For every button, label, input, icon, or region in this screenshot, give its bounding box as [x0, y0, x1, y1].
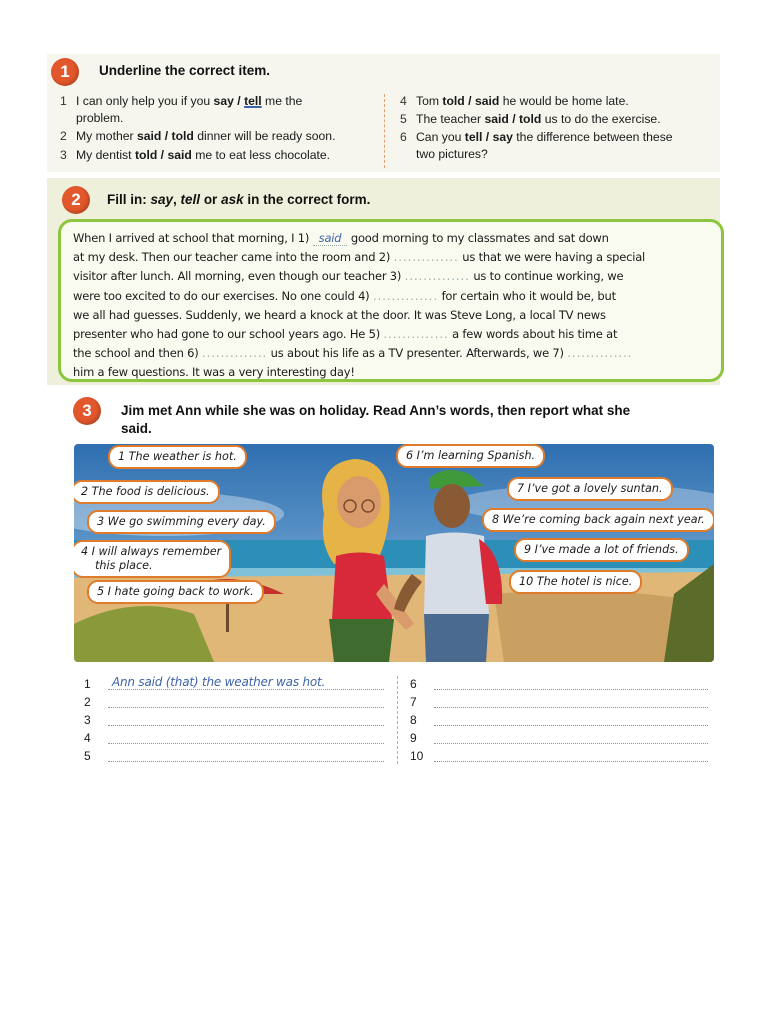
answer-line[interactable]: [434, 713, 708, 726]
fill-in-line: [73, 287, 616, 306]
answer-row: [84, 747, 106, 765]
heading-text: or: [200, 192, 222, 207]
heading-text: ,: [173, 192, 181, 207]
exercise-1-item: [60, 147, 330, 164]
row-number: 8: [410, 713, 417, 727]
line-text: good morning to my classmates and sat down: [347, 231, 609, 245]
option-separator: /: [464, 94, 475, 108]
row-number: 7: [410, 695, 417, 709]
fill-in-line: [73, 248, 645, 267]
line-text: for certain who it would be, but: [438, 288, 616, 303]
exercise-3-heading: [121, 402, 711, 438]
answer-row: [84, 675, 106, 693]
row-number: 6: [410, 677, 417, 691]
heading-text: in the correct form.: [243, 192, 371, 207]
answer-example: Ann said (that) the weather was hot.: [112, 675, 326, 689]
row-number: 1: [84, 677, 91, 691]
option-a[interactable]: said: [136, 129, 162, 143]
bubble-4-line-2: this place.: [95, 559, 153, 572]
item-text: me the: [261, 94, 303, 108]
option-separator: /: [157, 148, 168, 162]
option-separator: /: [161, 129, 172, 143]
speech-bubble-9: 9 I’ve made a lot of friends.: [514, 538, 689, 562]
item-number: 1: [60, 94, 67, 108]
fill-in-line: [73, 267, 623, 286]
blank-field[interactable]: ..............: [202, 346, 268, 361]
option-b[interactable]: said: [167, 148, 192, 162]
exercise-3-number: 3: [73, 397, 101, 425]
heading-word-say: say: [150, 192, 174, 207]
heading-line-1: Jim met Ann while she was on holiday. Read Ann’s words, then report what she: [121, 403, 631, 418]
answer-row: [410, 729, 432, 747]
item-text: Tom: [416, 94, 443, 108]
item-number: 4: [400, 94, 407, 108]
exercise-1-item: [400, 111, 661, 128]
line-text: were too excited to do our exercises. No one could 4): [73, 288, 373, 303]
option-separator: /: [233, 94, 245, 108]
item-text: My mother: [76, 129, 137, 143]
item-text: The teacher: [416, 112, 485, 126]
blank-field[interactable]: ..............: [393, 250, 459, 265]
heading-word-tell: tell: [180, 192, 201, 207]
line-text: When I arrived at school that morning, I 1): [73, 231, 313, 245]
option-a[interactable]: told: [442, 94, 465, 108]
item-continuation: two pictures?: [416, 147, 488, 161]
answer-row: [410, 711, 432, 729]
answer-line[interactable]: [108, 677, 384, 690]
speech-bubble-6: 6 I’m learning Spanish.: [396, 444, 545, 468]
line-text: the school and then 6): [73, 346, 203, 361]
answer-line[interactable]: [108, 731, 384, 744]
answer-line[interactable]: [434, 749, 708, 762]
line-text: us to continue working, we: [469, 269, 624, 284]
item-text: My dentist: [76, 148, 135, 162]
speech-bubble-2: 2 The food is delicious.: [74, 480, 220, 504]
speech-bubble-3: 3 We go swimming every day.: [87, 510, 276, 534]
answer-line[interactable]: [434, 677, 708, 690]
fill-in-line: [73, 229, 609, 248]
line-text: visitor after lunch. All morning, even though our teacher 3): [73, 269, 405, 284]
item-text: dinner will be ready soon.: [193, 129, 336, 143]
exercise-1-heading: Underline the correct item.: [99, 63, 271, 78]
option-a[interactable]: say: [213, 94, 234, 108]
answer-line[interactable]: [434, 731, 708, 744]
row-number: 10: [410, 749, 424, 763]
answer-row: [410, 675, 432, 693]
option-a[interactable]: tell: [464, 130, 483, 144]
item-text: he would be home late.: [499, 94, 629, 108]
bubble-4-line-1: 4 I will always remember: [81, 545, 222, 558]
beach-illustration: [74, 444, 714, 662]
speech-bubble-10: 10 The hotel is nice.: [509, 570, 642, 594]
speech-bubble-4: [74, 540, 231, 578]
item-number: 2: [60, 129, 67, 143]
answer-line[interactable]: [108, 749, 384, 762]
answer-column-divider: [397, 676, 398, 764]
item-number: 6: [400, 130, 407, 144]
blank-field[interactable]: ..............: [404, 269, 470, 284]
answer-row: [410, 747, 432, 765]
answer-line[interactable]: [108, 695, 384, 708]
option-separator: /: [508, 112, 519, 126]
row-number: 5: [84, 749, 91, 763]
heading-text: Fill in:: [107, 192, 151, 207]
option-b[interactable]: told: [171, 129, 194, 143]
answer-row: [84, 729, 106, 747]
exercise-2-number: 2: [62, 186, 90, 214]
line-text: us that we were having a special: [458, 250, 646, 265]
exercise-2-heading: [107, 192, 370, 207]
fill-in-line: [73, 344, 632, 363]
heading-line-2: said.: [121, 421, 152, 436]
answer-row: [410, 693, 432, 711]
item-text: me to eat less chocolate.: [191, 148, 331, 162]
speech-bubble-1: 1 The weather is hot.: [108, 445, 247, 469]
exercise-1-item: [60, 93, 302, 127]
heading-word-ask: ask: [221, 192, 244, 207]
item-continuation: problem.: [76, 111, 124, 125]
line-text: we all had guesses. Suddenly, we heard a knock at the door. It was Steve Long, a local TV news: [73, 307, 606, 322]
exercise-1-item: [60, 128, 335, 145]
item-text: Can you: [416, 130, 465, 144]
row-number: 2: [84, 695, 91, 709]
item-text: I can only help you if you: [76, 94, 214, 108]
blank-field[interactable]: ..............: [383, 327, 449, 341]
line-text: a few words about his time at: [448, 327, 618, 341]
line-text: presenter who had gone to our school years ago. He 5): [73, 327, 384, 341]
exercise-1-item: [400, 129, 673, 163]
option-b[interactable]: say: [492, 130, 513, 144]
option-a[interactable]: told: [134, 148, 158, 162]
line-text: at my desk. Then our teacher came into the room and 2): [73, 250, 394, 265]
speech-bubble-8: 8 We’re coming back again next year.: [482, 508, 714, 532]
option-a[interactable]: said: [484, 112, 509, 126]
item-number: 5: [400, 112, 407, 126]
fill-in-line: [73, 325, 617, 344]
answer-row: [84, 693, 106, 711]
fill-in-line: [73, 363, 355, 382]
blank-field[interactable]: ..............: [567, 346, 633, 361]
line-text: us about his life as a TV presenter. Afterwards, we 7): [267, 346, 568, 361]
fill-in-line: [73, 306, 606, 325]
option-b[interactable]: tell: [244, 94, 262, 108]
blank-field[interactable]: ..............: [372, 288, 439, 303]
speech-bubble-7: 7 I’ve got a lovely suntan.: [507, 477, 673, 501]
row-number: 3: [84, 713, 91, 727]
exercise-1-item: [400, 93, 629, 110]
item-text: the difference between these: [512, 130, 673, 144]
answer-row: [84, 711, 106, 729]
item-number: 3: [60, 148, 67, 162]
column-divider: [384, 94, 385, 168]
row-number: 9: [410, 731, 417, 745]
item-text: us to do the exercise.: [541, 112, 661, 126]
exercise-1-number: 1: [51, 58, 79, 86]
row-number: 4: [84, 731, 91, 745]
option-b[interactable]: told: [519, 112, 542, 126]
answer-line[interactable]: [108, 713, 384, 726]
option-separator: /: [482, 130, 493, 144]
option-b[interactable]: said: [474, 94, 500, 108]
answer-line[interactable]: [434, 695, 708, 708]
answer-example: said: [313, 231, 348, 246]
speech-bubble-5: 5 I hate going back to work.: [87, 580, 264, 604]
line-text: him a few questions. It was a very interesting day!: [73, 365, 355, 380]
